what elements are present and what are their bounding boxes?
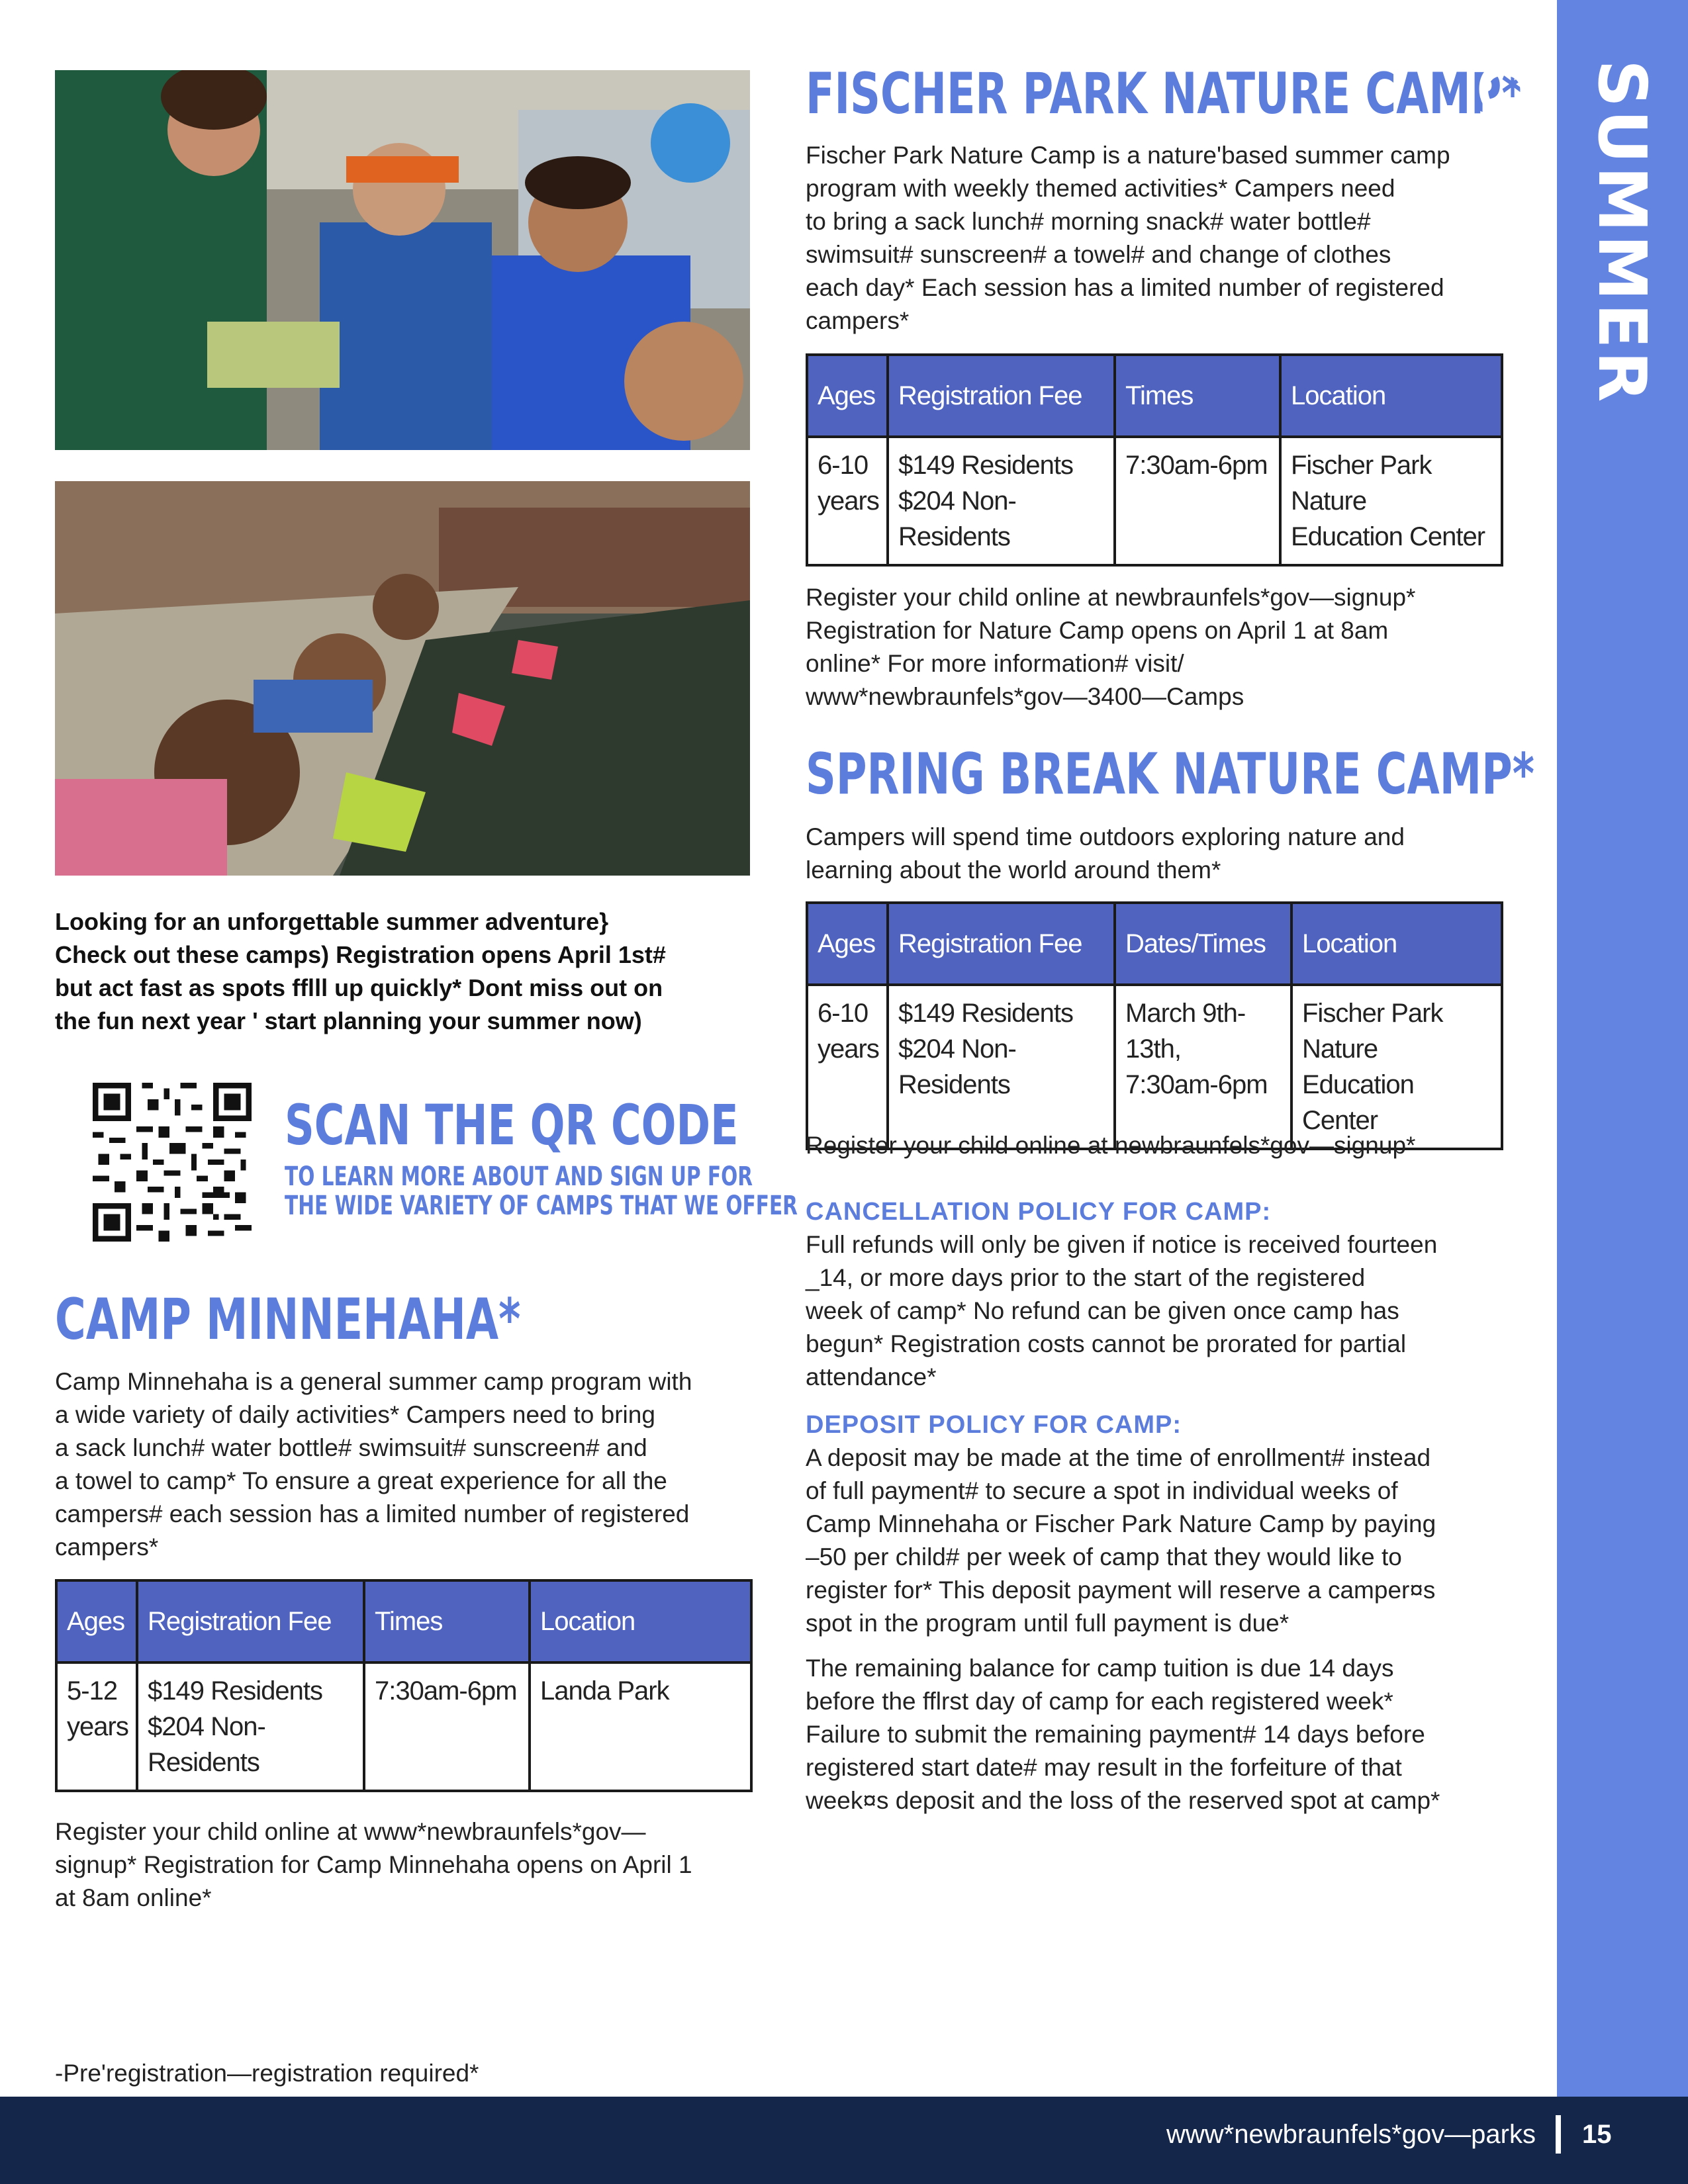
description-line: Camp Minnehaha is a general summer camp program with: [55, 1368, 692, 1395]
register-line: www*newbraunfels*gov—3400—Camps: [806, 683, 1244, 710]
description-line: a towel to camp* To ensure a great experience for all the: [55, 1467, 667, 1494]
header-ages: Ages: [56, 1580, 137, 1662]
intro-line: but act fast as spots fflll up quickly* Don⁣t miss out on: [55, 974, 663, 1001]
cell-dates-times: March 9th-13th, 7:30am-6pm: [1115, 985, 1291, 1149]
cell-registration-fee: $149 Residents $204 Non-Residents: [888, 985, 1115, 1149]
fischer-park-title: FISCHER PARK NATURE CAMP*: [806, 61, 1524, 127]
description-line: program with weekly themed activities* Campers need: [806, 175, 1395, 202]
policy-line: of full payment# to secure a spot in individual weeks of: [806, 1477, 1398, 1504]
side-banner-title: SUMMER CAMPS: [1464, 60, 1661, 405]
description-line: a wide variety of daily activities* Campers need to bring: [55, 1401, 655, 1428]
cell-registration-fee: $149 Residents $204 Non-Residents: [888, 437, 1115, 565]
cell-ages: 6-10 years: [807, 437, 888, 565]
fischer-park-table: [806, 353, 1503, 567]
header-location: Location: [1280, 355, 1502, 437]
footnote: -Pre'registration—registration required*: [55, 2060, 479, 2087]
description-line: learning about the world around them*: [806, 856, 1221, 884]
description-line: Campers will spend time outdoors exploring nature and: [806, 823, 1405, 850]
cell-registration-fee: $149 Residents $204 Non-Residents: [137, 1662, 364, 1791]
policy-line: attendance*: [806, 1363, 937, 1390]
cell-times: 7:30am-6pm: [364, 1662, 530, 1791]
policy-line: week¤s deposit and the loss of the reserved spot at camp*: [806, 1787, 1440, 1814]
policy-line: begun* Registration costs cannot be prorated for partial: [806, 1330, 1407, 1357]
header-dates-times: Dates/Times: [1115, 903, 1291, 985]
camp-minnehaha-table: [55, 1579, 753, 1792]
qr-code[interactable]: [93, 1083, 252, 1242]
policy-line: _14, or more days prior to the start of the registered: [806, 1264, 1366, 1291]
intro-line: Looking for an unforgettable summer adventure}: [55, 908, 609, 935]
register-line: at 8am online*: [55, 1884, 212, 1911]
register-line: Register your child online at newbraunfels*gov—signup*: [806, 584, 1416, 611]
policy-line: The remaining balance for camp tuition is due 14 days: [806, 1655, 1394, 1682]
policy-line: Full refunds will only be given if notice is received fourteen: [806, 1231, 1438, 1258]
spring-break-title: SPRING BREAK NATURE CAMP*: [806, 741, 1535, 807]
footer-divider: [1556, 2115, 1561, 2154]
cell-location: Fischer Park Nature Education Center: [1291, 985, 1502, 1149]
policy-line: Failure to submit the remaining payment# 14 days before: [806, 1721, 1425, 1748]
header-registration-fee: Registration Fee: [137, 1580, 364, 1662]
intro-line: the fun next year ' start planning your summer now): [55, 1007, 642, 1034]
intro-line: Check out these camps) Registration opens April 1st#: [55, 941, 666, 968]
spring-break-register: Register your child online at newbraunfels*gov—signup*: [806, 1132, 1416, 1159]
header-ages: Ages: [807, 355, 888, 437]
policy-line: spot in the program until full payment is due*: [806, 1610, 1289, 1637]
header-location: Location: [530, 1580, 751, 1662]
register-line: signup* Registration for Camp Minnehaha opens on April 1: [55, 1851, 692, 1878]
header-times: Times: [364, 1580, 530, 1662]
cell-location: Fischer Park Nature Education Center: [1280, 437, 1502, 565]
page-number: 15: [1582, 2120, 1612, 2149]
register-line: Registration for Nature Camp opens on April 1 at 8am: [806, 617, 1389, 644]
description-line: campers*: [806, 307, 910, 334]
policy-line: registered start date# may result in the forfeiture of that: [806, 1754, 1402, 1781]
description-line: to bring a sack lunch# morning snack# water bottle#: [806, 208, 1371, 235]
photo-campers-netting: [55, 481, 750, 876]
policy-line: week of camp* No refund can be given once camp has: [806, 1297, 1399, 1324]
header-registration-fee: Registration Fee: [888, 355, 1115, 437]
cancellation-policy-title: CANCELLATION POLICY FOR CAMP:: [806, 1198, 1272, 1226]
scan-qr-title: SCAN THE QR CODE: [285, 1093, 739, 1158]
camp-minnehaha-title: CAMP MINNEHAHA*: [55, 1287, 521, 1353]
register-line: Register your child online at www*newbraunfels*gov—: [55, 1818, 646, 1845]
policy-line: Camp Minnehaha or Fischer Park Nature Camp by paying: [806, 1510, 1436, 1537]
deposit-policy-title: DEPOSIT POLICY FOR CAMP:: [806, 1411, 1182, 1439]
cell-ages: 5-12 years: [56, 1662, 137, 1791]
description-line: Fischer Park Nature Camp is a nature'based summer camp: [806, 142, 1450, 169]
header-times: Times: [1115, 355, 1280, 437]
scan-qr-subtitle-1: TO LEARN MORE ABOUT AND SIGN UP FOR: [285, 1161, 753, 1192]
description-line: campers*: [55, 1533, 159, 1561]
policy-line: A deposit may be made at the time of enrollment# instead: [806, 1444, 1431, 1471]
description-line: each day* Each session has a limited number of registered: [806, 274, 1444, 301]
footer-url[interactable]: www*newbraunfels*gov—parks: [1166, 2120, 1536, 2149]
policy-line: –50 per child# per week of camp that they would like to: [806, 1543, 1402, 1570]
policy-line: register for* This deposit payment will reserve a camper¤s: [806, 1576, 1436, 1604]
header-location: Location: [1291, 903, 1502, 985]
header-registration-fee: Registration Fee: [888, 903, 1115, 985]
policy-line: before the fflrst day of camp for each registered week*: [806, 1688, 1393, 1715]
description-line: campers# each session has a limited number of registered: [55, 1500, 690, 1527]
spring-break-table: [806, 901, 1503, 1150]
description-line: swimsuit# sunscreen# a towel# and change of clothes: [806, 241, 1391, 268]
register-line: online* For more information# visit/: [806, 650, 1184, 677]
description-line: a sack lunch# water bottle# swimsuit# sunscreen# and: [55, 1434, 647, 1461]
photo-campers-lizard: [55, 70, 750, 450]
header-ages: Ages: [807, 903, 888, 985]
cell-location: Landa Park: [530, 1662, 751, 1791]
cell-ages: 6-10 years: [807, 985, 888, 1149]
scan-qr-subtitle-2: THE WIDE VARIETY OF CAMPS THAT WE OFFER: [285, 1191, 798, 1221]
cell-times: 7:30am-6pm: [1115, 437, 1280, 565]
